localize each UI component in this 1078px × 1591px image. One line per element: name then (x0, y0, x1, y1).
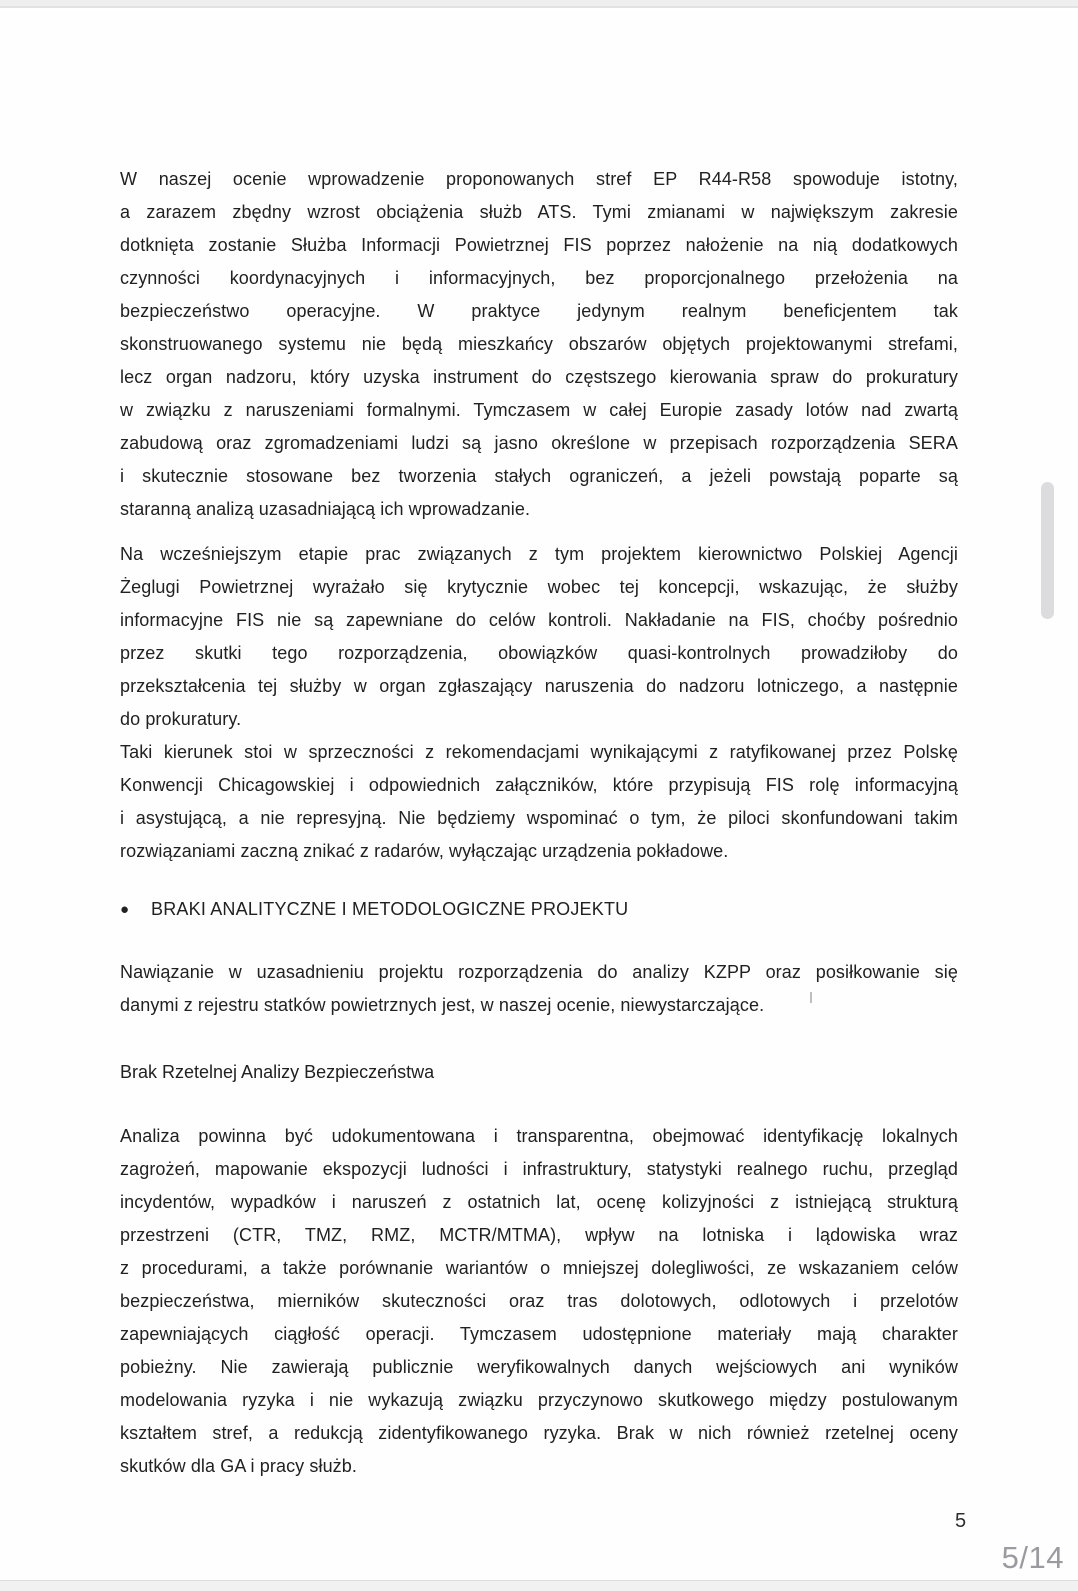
text-line: dotknięta zostanie Służba Informacji Powietrznej FIS poprzez nałożenie na nią dodatkowych (120, 235, 958, 255)
text-line: czynności koordynacyjnych i informacyjnych, bez proporcjonalnego przełożenia na (120, 268, 958, 288)
text-line: i asystującą, a nie represyjną. Nie będziemy wspominać o tym, że piloci skonfundowani takim (120, 808, 958, 828)
text-line: kształtem stref, a redukcją zidentyfikowanego ryzyka. Brak w nich również rzetelnej oceny (120, 1423, 958, 1443)
text-line: przestrzeni (CTR, TMZ, RMZ, MCTR/MTMA), wpływ na lotniska i lądowiska wraz (120, 1225, 958, 1245)
text-line: staranną analizą uzasadniającą ich wprowadzanie. (120, 499, 531, 519)
subheading: Brak Rzetelnej Analizy Bezpieczeństwa (120, 1062, 435, 1082)
bottom-chrome-bar (0, 1580, 1078, 1591)
paragraph (120, 736, 958, 868)
paragraph (120, 538, 958, 736)
text-line: Konwencji Chicagowskiej i odpowiednich załączników, które przypisują FIS rolę informacyjną (120, 775, 958, 795)
scrollbar-thumb[interactable] (1041, 482, 1054, 619)
bullet-icon: ● (120, 901, 130, 918)
document-page (0, 10, 1078, 1580)
text-line: rozwiązaniami zaczną znikać z radarów, wyłączając urządzenia pokładowe. (120, 841, 729, 861)
text-line: bezpieczeństwo operacyjne. W praktyce jedynym realnym beneficjentem tak (120, 301, 958, 321)
text-line: przekształcenia tej służby w organ zgłaszający naruszenia do nadzoru lotniczego, a następnie (120, 676, 958, 696)
text-line: a zarazem zbędny wzrost obciążenia służb ATS. Tymi zmianami w największym zakresie (120, 202, 958, 222)
text-line: modelowania ryzyka i nie wykazują związku przyczynowo skutkowego między postulowanym (120, 1390, 958, 1410)
text-line: zabudową oraz zgromadzeniami ludzi są jasno określone w przepisach rozporządzenia SERA (120, 433, 958, 453)
text-line: do prokuratury. (120, 709, 242, 729)
text-line: przez skutki tego rozporządzenia, obowiązków quasi-kontrolnych prowadziłoby do (120, 643, 958, 663)
text-line: zagrożeń, mapowanie ekspozycji ludności i infrastruktury, statystyki realnego ruchu, przegląd (120, 1159, 958, 1179)
paragraph (120, 163, 958, 526)
text-line: pobieżny. Nie zawierają publicznie weryfikowalnych danych wejściowych ani wyników (120, 1357, 958, 1377)
text-line: skonstruowanego systemu nie będą mieszkańcy obszarów objętych projektowanymi strefami, (120, 334, 958, 354)
page-indicator: 5/14 (1001, 1540, 1064, 1575)
text-line: zapewniających ciągłość operacji. Tymczasem udostępnione materiały mają charakter (120, 1324, 958, 1344)
text-line: W naszej ocenie wprowadzenie proponowanych stref EP R44-R58 spowoduje istotny, (120, 169, 958, 189)
text-line: bezpieczeństwa, mierników skuteczności oraz tras dolotowych, odlotowych i przelotów (120, 1291, 958, 1311)
paragraph (120, 956, 958, 1022)
text-line: Na wcześniejszym etapie prac związanych z tym projektem kierownictwo Polskiej Agencji (120, 544, 958, 564)
page-number: 5 (955, 1510, 967, 1532)
heading-text: BRAKI ANALITYCZNE I METODOLOGICZNE PROJEKTU (151, 899, 629, 919)
text-line: danymi z rejestru statków powietrznych jest, w naszej ocenie, niewystarczające. (120, 995, 765, 1015)
text-line: informacyjne FIS nie są zapewniane do celów kontroli. Nakładanie na FIS, choćby pośrednio (120, 610, 958, 630)
top-chrome-bar (0, 0, 1078, 8)
text-line: Analiza powinna być udokumentowana i transparentna, obejmować identyfikację lokalnych (120, 1126, 958, 1146)
text-line: skutków dla GA i pracy służb. (120, 1456, 357, 1476)
document-content (120, 10, 958, 1483)
section-bullet-heading (120, 893, 958, 926)
text-line: Żeglugi Powietrznej wyrażało się krytycznie wobec tej koncepcji, wskazując, że służby (120, 577, 958, 597)
text-line: Nawiązanie w uzasadnieniu projektu rozporządzenia do analizy KZPP oraz posiłkowanie się (120, 962, 958, 982)
text-line: z procedurami, a także porównanie wariantów o mniejszej dolegliwości, ze wskazaniem celów (120, 1258, 958, 1278)
text-line: i skutecznie stosowane bez tworzenia stałych ograniczeń, a jeżeli powstają poparte są (120, 466, 958, 486)
text-line: Taki kierunek stoi w sprzeczności z rekomendacjami wynikającymi z ratyfikowanej przez Polskę (120, 742, 958, 762)
text-line: w związku z naruszeniami formalnymi. Tymczasem w całej Europie zasady lotów nad zwartą (120, 400, 958, 420)
paragraph (120, 1120, 958, 1483)
stray-cursor-mark (810, 992, 812, 1003)
text-line: incydentów, wypadków i naruszeń z ostatnich lat, ocenę kolizyjności z istniejącą strukturą (120, 1192, 958, 1212)
text-line: lecz organ nadzoru, który uzyska instrument do częstszego kierowania spraw do prokuratury (120, 367, 958, 387)
